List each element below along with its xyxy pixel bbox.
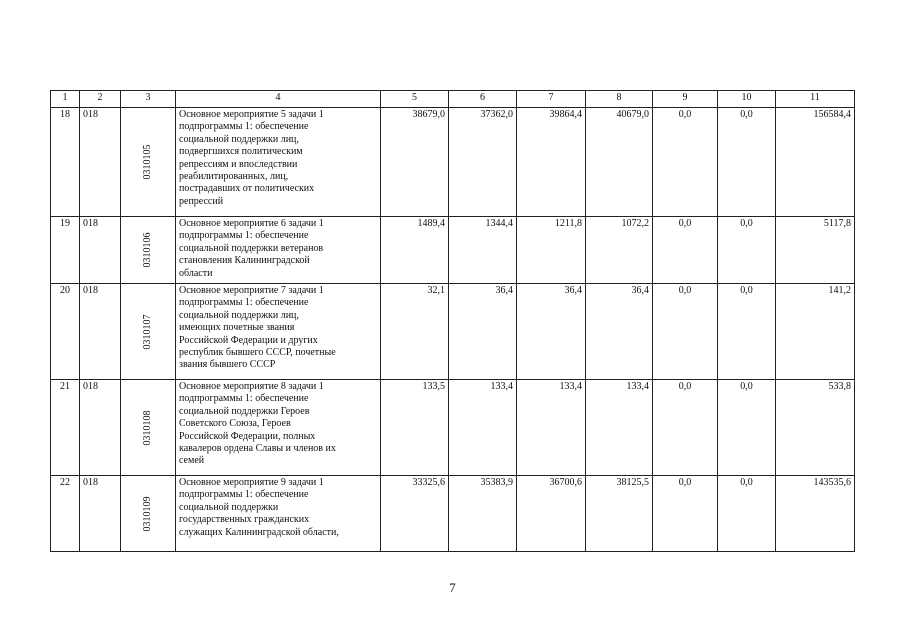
- value-cell: 40679,0: [586, 108, 653, 217]
- description-line: имеющих почетные звания: [179, 322, 295, 334]
- description-line: Основное мероприятие 7 задачи 1: [179, 285, 324, 296]
- code-cell: 018: [80, 108, 121, 217]
- description-line: области: [179, 267, 213, 279]
- value-cell: 0,0: [653, 476, 718, 552]
- header-cell: 5: [381, 91, 449, 108]
- table-row: [51, 380, 855, 476]
- description-line: подвергшихся политическим: [179, 146, 303, 158]
- header-cell: 2: [80, 91, 121, 108]
- value-cell: 39864,4: [517, 108, 586, 217]
- code-cell: 018: [80, 476, 121, 552]
- header-cell: 10: [718, 91, 776, 108]
- value-cell: 133,5: [381, 380, 449, 476]
- value-cell: 36,4: [586, 284, 653, 380]
- total-cell: 141,2: [776, 284, 855, 380]
- value-cell: 36,4: [517, 284, 586, 380]
- description-line: социальной поддержки Героев: [179, 405, 310, 417]
- description-line: реабилитированных, лиц,: [179, 171, 289, 183]
- description-line: республик бывшего СССР, почетные: [179, 347, 336, 359]
- kcsr-cell: [121, 108, 176, 217]
- description-line: служащих Калининградской области,: [179, 526, 339, 538]
- header-cell: 8: [586, 91, 653, 108]
- description-line: социальной поддержки лиц,: [179, 133, 299, 145]
- row-number-cell: 20: [51, 284, 80, 380]
- description-line: социальной поддержки ветеранов: [179, 242, 324, 254]
- table-row: [51, 217, 855, 284]
- total-cell: 156584,4: [776, 108, 855, 217]
- value-cell: 38679,0: [381, 108, 449, 217]
- value-cell: 133,4: [517, 380, 586, 476]
- kcsr-cell: [121, 217, 176, 284]
- budget-table: [50, 90, 855, 552]
- description-line: Основное мероприятие 5 задачи 1: [179, 109, 324, 120]
- description-line: репрессиям и впоследствии: [179, 158, 298, 170]
- value-cell: 33325,6: [381, 476, 449, 552]
- value-cell: 0,0: [718, 108, 776, 217]
- description-line: Российской Федерации и других: [179, 334, 318, 346]
- value-cell: 0,0: [653, 380, 718, 476]
- table-row: [51, 476, 855, 552]
- total-cell: 5117,8: [776, 217, 855, 284]
- table-row: [51, 284, 855, 380]
- code-cell: 018: [80, 284, 121, 380]
- kcsr-code-vertical: 0310106: [141, 232, 153, 268]
- header-cell: 11: [776, 91, 855, 108]
- description-line: пострадавших от политических: [179, 183, 315, 195]
- value-cell: 133,4: [586, 380, 653, 476]
- kcsr-code-vertical: 0310109: [141, 496, 153, 531]
- value-cell: 1211,8: [517, 217, 586, 284]
- row-number-cell: 22: [51, 476, 80, 552]
- description-cell: [176, 108, 381, 217]
- description-cell: [176, 217, 381, 284]
- value-cell: 0,0: [718, 284, 776, 380]
- description-line: Советского Союза, Героев: [179, 418, 291, 430]
- description-line: кавалеров ордена Славы и членов их: [179, 443, 336, 455]
- kcsr-code-vertical: 0310107: [141, 314, 153, 349]
- description-cell: [176, 476, 381, 552]
- value-cell: 36,4: [449, 284, 517, 380]
- description-line: Основное мероприятие 9 задачи 1: [179, 477, 324, 488]
- header-cell: 1: [51, 91, 80, 108]
- value-cell: 0,0: [718, 476, 776, 552]
- kcsr-code-vertical: 0310108: [141, 410, 153, 445]
- value-cell: 35383,9: [449, 476, 517, 552]
- kcsr-cell: [121, 284, 176, 380]
- value-cell: 1489,4: [381, 217, 449, 284]
- value-cell: 1072,2: [586, 217, 653, 284]
- code-cell: 018: [80, 217, 121, 284]
- total-cell: 533,8: [776, 380, 855, 476]
- kcsr-cell: [121, 476, 176, 552]
- description-line: репрессий: [179, 195, 224, 207]
- description-line: социальной поддержки: [179, 501, 279, 513]
- row-number-cell: 18: [51, 108, 80, 217]
- header-cell: 4: [176, 91, 381, 108]
- header-cell: 3: [121, 91, 176, 108]
- code-cell: 018: [80, 380, 121, 476]
- value-cell: 133,4: [449, 380, 517, 476]
- value-cell: 0,0: [653, 284, 718, 380]
- row-number-cell: 19: [51, 217, 80, 284]
- description-line: подпрограммы 1: обеспечение: [179, 121, 309, 133]
- description-line: Основное мероприятие 8 задачи 1: [179, 381, 324, 392]
- description-line: социальной поддержки лиц,: [179, 309, 299, 321]
- row-number-cell: 21: [51, 380, 80, 476]
- table-row: [51, 108, 855, 217]
- description-line: становления Калининградской: [179, 255, 310, 267]
- kcsr-code-vertical: 0310105: [141, 144, 153, 180]
- value-cell: 0,0: [718, 380, 776, 476]
- page-number: 7: [449, 580, 456, 595]
- kcsr-cell: [121, 380, 176, 476]
- description-line: подпрограммы 1: обеспечение: [179, 489, 309, 501]
- description-cell: [176, 284, 381, 380]
- header-cell: 9: [653, 91, 718, 108]
- value-cell: 0,0: [653, 108, 718, 217]
- value-cell: 0,0: [653, 217, 718, 284]
- description-line: Российской Федерации, полных: [179, 430, 316, 442]
- header-row: [51, 91, 855, 108]
- value-cell: 0,0: [718, 217, 776, 284]
- header-cell: 7: [517, 91, 586, 108]
- description-line: семей: [179, 455, 205, 467]
- total-cell: 143535,6: [776, 476, 855, 552]
- description-line: подпрограммы 1: обеспечение: [179, 230, 309, 242]
- description-line: Основное мероприятие 6 задачи 1: [179, 218, 324, 229]
- description-line: подпрограммы 1: обеспечение: [179, 393, 309, 405]
- description-line: звания бывшего СССР: [179, 359, 276, 371]
- value-cell: 1344,4: [449, 217, 517, 284]
- value-cell: 38125,5: [586, 476, 653, 552]
- description-cell: [176, 380, 381, 476]
- description-line: подпрограммы 1: обеспечение: [179, 297, 309, 309]
- value-cell: 36700,6: [517, 476, 586, 552]
- header-cell: 6: [449, 91, 517, 108]
- description-line: государственных гражданских: [179, 514, 310, 526]
- value-cell: 37362,0: [449, 108, 517, 217]
- value-cell: 32,1: [381, 284, 449, 380]
